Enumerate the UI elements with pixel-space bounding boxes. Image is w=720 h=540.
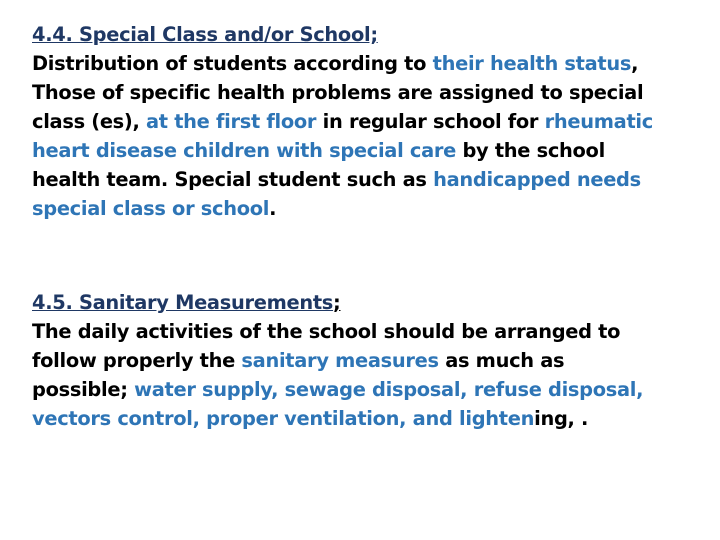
- body-text: class (es),: [32, 110, 146, 133]
- text-line: [32, 404, 702, 433]
- body-text: as much as: [438, 349, 565, 372]
- body-text: by the school: [456, 139, 605, 162]
- highlighted-text: their health status: [432, 52, 632, 75]
- text-line: [32, 136, 702, 165]
- highlighted-text: vectors control, proper ventilation, and lighten: [32, 407, 535, 430]
- body-text: .: [269, 197, 277, 220]
- section-heading: [32, 288, 702, 317]
- text-line: [32, 165, 702, 194]
- text-line: [32, 375, 702, 404]
- section-heading: [32, 20, 702, 49]
- body-text: follow properly the: [32, 349, 242, 372]
- text-line: [32, 78, 702, 107]
- highlighted-text: at the first floor: [146, 110, 317, 133]
- highlighted-text: special class or school: [32, 197, 270, 220]
- body-text: Those of specific health problems are assigned to special: [32, 81, 644, 104]
- section-sanitary-measurements: [32, 288, 702, 433]
- text-line: [32, 107, 702, 136]
- heading-text: 4.5. Sanitary Measurements: [32, 291, 334, 314]
- highlighted-text: water supply, sewage disposal, refuse disposal,: [134, 378, 644, 401]
- section-body: [32, 49, 702, 223]
- body-text: The daily activities of the school should be arranged to: [32, 320, 621, 343]
- text-line: [32, 346, 702, 375]
- body-text: ing, .: [534, 407, 589, 430]
- highlighted-text: sanitary measures: [241, 349, 439, 372]
- text-line: [32, 49, 702, 78]
- heading-text: 4.4. Special Class and/or School;: [32, 23, 378, 46]
- body-text: in regular school for: [316, 110, 545, 133]
- body-text: ,: [631, 52, 639, 75]
- body-text: health team. Special student such as: [32, 168, 434, 191]
- body-text: possible;: [32, 378, 135, 401]
- highlighted-text: rheumatic: [544, 110, 653, 133]
- text-line: [32, 194, 702, 223]
- body-text: Distribution of students according to: [32, 52, 433, 75]
- section-special-class: [32, 20, 702, 223]
- highlighted-text: heart disease children with special care: [32, 139, 456, 162]
- section-body: [32, 317, 702, 433]
- highlighted-text: handicapped needs: [433, 168, 641, 191]
- text-line: [32, 317, 702, 346]
- heading-punctuation: ;: [333, 291, 341, 314]
